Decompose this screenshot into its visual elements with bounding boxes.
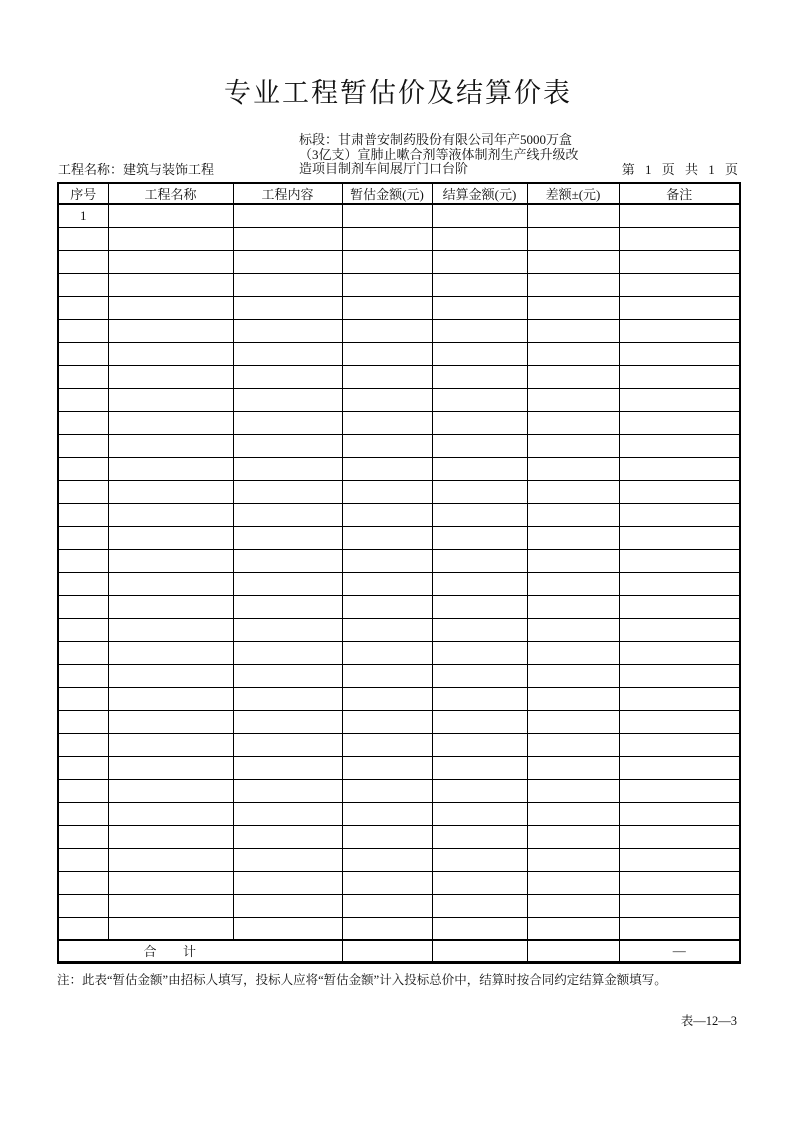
table-row	[58, 687, 740, 710]
table-row	[58, 549, 740, 572]
table-row	[58, 618, 740, 641]
table-cell	[342, 319, 432, 342]
table-cell	[342, 526, 432, 549]
table-cell	[432, 618, 527, 641]
table-row	[58, 411, 740, 434]
table-cell	[342, 411, 432, 434]
table-cell	[58, 526, 108, 549]
table-row	[58, 756, 740, 779]
table-cell	[108, 296, 233, 319]
table-cell	[432, 802, 527, 825]
table-row	[58, 848, 740, 871]
table-row	[58, 503, 740, 526]
table-cell	[108, 917, 233, 940]
table-cell	[527, 549, 619, 572]
table-cell	[619, 687, 740, 710]
table-cell	[432, 204, 527, 227]
table-cell	[527, 641, 619, 664]
table-cell	[108, 687, 233, 710]
table-cell	[342, 733, 432, 756]
table-cell	[342, 825, 432, 848]
table-cell	[233, 296, 342, 319]
table-cell	[619, 204, 740, 227]
table-cell	[619, 710, 740, 733]
table-cell	[342, 204, 432, 227]
table-cell	[432, 250, 527, 273]
table-cell	[58, 457, 108, 480]
table-cell	[527, 779, 619, 802]
table-cell	[432, 664, 527, 687]
table-cell	[342, 296, 432, 319]
table-cell	[619, 641, 740, 664]
table-cell	[58, 871, 108, 894]
table-cell	[108, 779, 233, 802]
table-cell	[233, 250, 342, 273]
table-cell	[527, 825, 619, 848]
table-row	[58, 917, 740, 940]
table-cell	[527, 503, 619, 526]
table-cell	[58, 802, 108, 825]
table-cell	[619, 618, 740, 641]
table-cell	[527, 273, 619, 296]
table-cell	[342, 434, 432, 457]
table-cell	[108, 894, 233, 917]
form-code: 表—12—3	[680, 1013, 737, 1028]
table-cell	[432, 710, 527, 733]
table-cell	[619, 342, 740, 365]
table-cell	[108, 457, 233, 480]
table-cell	[527, 204, 619, 227]
table-cell	[619, 526, 740, 549]
table-cell	[58, 250, 108, 273]
table-cell	[342, 572, 432, 595]
table-cell	[432, 388, 527, 411]
table-cell	[527, 434, 619, 457]
table-row	[58, 388, 740, 411]
table-cell	[233, 411, 342, 434]
table-cell	[108, 802, 233, 825]
table-row	[58, 319, 740, 342]
table-cell	[233, 664, 342, 687]
table-cell	[527, 710, 619, 733]
table-cell	[108, 503, 233, 526]
table-cell	[342, 227, 432, 250]
table-cell	[233, 733, 342, 756]
table-row	[58, 227, 740, 250]
table-cell	[619, 411, 740, 434]
table-cell	[527, 319, 619, 342]
table-cell: 1	[58, 204, 108, 227]
table-cell	[432, 296, 527, 319]
table-cell	[108, 733, 233, 756]
table-cell	[58, 296, 108, 319]
table-cell	[619, 894, 740, 917]
table-cell	[432, 756, 527, 779]
table-cell	[619, 319, 740, 342]
total-estimate-cell	[342, 940, 432, 962]
column-header-5: 差额±(元)	[527, 183, 619, 204]
table-cell	[108, 595, 233, 618]
table-cell	[108, 480, 233, 503]
table-cell	[233, 848, 342, 871]
table-row	[58, 710, 740, 733]
table-cell	[432, 733, 527, 756]
section-line-3: 造项目制剂车间展厅门口台阶	[299, 161, 469, 176]
table-cell	[619, 434, 740, 457]
table-cell	[619, 227, 740, 250]
table-cell	[342, 756, 432, 779]
table-cell	[58, 227, 108, 250]
table-cell	[233, 434, 342, 457]
table-cell	[108, 388, 233, 411]
table-row	[58, 480, 740, 503]
table-cell	[619, 365, 740, 388]
table-cell	[432, 825, 527, 848]
table-cell	[58, 825, 108, 848]
table-cell	[619, 664, 740, 687]
table-cell	[527, 411, 619, 434]
table-cell	[342, 848, 432, 871]
table-row	[58, 802, 740, 825]
table-cell	[58, 756, 108, 779]
table-cell	[342, 595, 432, 618]
table-cell	[619, 756, 740, 779]
table-cell	[233, 871, 342, 894]
table-cell	[342, 365, 432, 388]
table-cell	[108, 871, 233, 894]
table-cell	[432, 641, 527, 664]
table-cell	[619, 595, 740, 618]
table-cell	[432, 411, 527, 434]
table-cell	[233, 687, 342, 710]
total-label-cell	[58, 940, 342, 962]
table-cell	[619, 296, 740, 319]
table-cell	[342, 503, 432, 526]
table-cell	[342, 917, 432, 940]
table-cell	[108, 204, 233, 227]
table-cell	[108, 365, 233, 388]
table-cell	[527, 296, 619, 319]
table-cell	[233, 365, 342, 388]
table-cell	[527, 572, 619, 595]
table-cell	[432, 871, 527, 894]
table-cell	[58, 388, 108, 411]
table-row	[58, 434, 740, 457]
table-cell	[342, 710, 432, 733]
table-cell	[233, 503, 342, 526]
table-cell	[58, 434, 108, 457]
project-name-label: 工程名称：	[58, 161, 124, 177]
table-cell	[342, 687, 432, 710]
table-cell	[108, 227, 233, 250]
table-cell	[108, 549, 233, 572]
table-cell	[233, 526, 342, 549]
table-cell	[432, 273, 527, 296]
table-cell	[233, 273, 342, 296]
section-line-1: 标段：甘肃普安制药股份有限公司年产5000万盒	[299, 132, 573, 147]
header-meta	[57, 133, 739, 177]
table-cell	[58, 411, 108, 434]
table-cell	[432, 319, 527, 342]
table-cell	[233, 641, 342, 664]
table-cell	[108, 825, 233, 848]
column-header-1: 工程名称	[108, 183, 233, 204]
table-cell	[233, 618, 342, 641]
table-cell	[58, 779, 108, 802]
table-cell	[342, 779, 432, 802]
table-cell	[432, 342, 527, 365]
table-cell	[233, 388, 342, 411]
table-cell	[58, 572, 108, 595]
table-cell	[432, 549, 527, 572]
table-cell	[233, 480, 342, 503]
table-cell	[108, 710, 233, 733]
table-cell	[527, 733, 619, 756]
table-cell	[58, 365, 108, 388]
table-cell	[58, 503, 108, 526]
project-name	[58, 163, 214, 178]
table-cell	[233, 319, 342, 342]
table-cell	[527, 480, 619, 503]
column-header-6: 备注	[619, 183, 740, 204]
note-text: 注：此表“暂估金额”由招标人填写，投标人应将“暂估金额”计入投标总价中，结算时按合同约定结算金额填写。	[57, 972, 667, 987]
table-cell	[233, 710, 342, 733]
table-cell	[342, 641, 432, 664]
table-row	[58, 733, 740, 756]
table-cell	[527, 756, 619, 779]
project-name-value: 建筑与装饰工程	[123, 161, 215, 177]
section-info	[299, 133, 619, 177]
table-cell	[342, 618, 432, 641]
table-cell	[432, 227, 527, 250]
table-cell	[58, 687, 108, 710]
table-cell	[432, 434, 527, 457]
table-cell	[527, 526, 619, 549]
table-row	[58, 457, 740, 480]
table-cell	[233, 779, 342, 802]
table-cell	[342, 802, 432, 825]
table-cell	[58, 319, 108, 342]
table-cell	[432, 894, 527, 917]
table-cell	[432, 687, 527, 710]
table-cell	[432, 779, 527, 802]
table-cell	[108, 641, 233, 664]
total-label: 合 计	[143, 944, 197, 960]
table-cell	[527, 802, 619, 825]
table-cell	[58, 480, 108, 503]
table-cell	[527, 388, 619, 411]
column-header-3: 暂估金额(元)	[342, 183, 432, 204]
table-cell	[58, 273, 108, 296]
table-row	[58, 204, 740, 227]
table-row	[58, 365, 740, 388]
table-cell	[233, 342, 342, 365]
column-header-0: 序号	[58, 183, 108, 204]
table-row	[58, 572, 740, 595]
table-cell	[432, 917, 527, 940]
table-cell	[619, 549, 740, 572]
table-row	[58, 526, 740, 549]
table-cell	[619, 273, 740, 296]
table-cell	[58, 733, 108, 756]
total-row	[58, 940, 740, 962]
table-cell	[58, 894, 108, 917]
section-line-2: （3亿支）宣肺止嗽合剂等液体制剂生产线升级改	[299, 146, 579, 162]
table-cell	[432, 595, 527, 618]
table-cell	[58, 618, 108, 641]
table-cell	[432, 365, 527, 388]
table-cell	[233, 457, 342, 480]
table-row	[58, 664, 740, 687]
table-cell	[233, 595, 342, 618]
table-cell	[432, 480, 527, 503]
table-cell	[527, 687, 619, 710]
table-cell	[108, 664, 233, 687]
table-cell	[619, 825, 740, 848]
table-cell	[342, 250, 432, 273]
table-cell	[233, 572, 342, 595]
table-row	[58, 273, 740, 296]
table-cell	[58, 342, 108, 365]
table-cell	[233, 227, 342, 250]
table-cell	[58, 710, 108, 733]
table-cell	[233, 756, 342, 779]
table-cell	[342, 273, 432, 296]
table-cell	[619, 388, 740, 411]
table-cell	[619, 917, 740, 940]
total-remark-cell: —	[619, 940, 740, 962]
table-cell	[527, 618, 619, 641]
table-cell	[58, 595, 108, 618]
table-cell	[108, 273, 233, 296]
total-settlement-cell	[432, 940, 527, 962]
estimate-price-table	[57, 182, 741, 964]
table-cell	[108, 756, 233, 779]
table-cell	[58, 848, 108, 871]
table-cell	[619, 779, 740, 802]
table-cell	[527, 227, 619, 250]
table-row	[58, 871, 740, 894]
table-cell	[619, 871, 740, 894]
table-cell	[108, 319, 233, 342]
table-cell	[108, 618, 233, 641]
table-cell	[619, 802, 740, 825]
table-row	[58, 641, 740, 664]
table-cell	[619, 848, 740, 871]
table-row	[58, 894, 740, 917]
table-cell	[619, 250, 740, 273]
table-cell	[527, 342, 619, 365]
table-cell	[342, 894, 432, 917]
table-cell	[619, 572, 740, 595]
table-cell	[108, 342, 233, 365]
table-cell	[342, 388, 432, 411]
page-title: 专业工程暂估价及结算价表	[224, 78, 572, 108]
table-cell	[342, 871, 432, 894]
table-cell	[233, 802, 342, 825]
table-cell	[342, 457, 432, 480]
table-cell	[619, 733, 740, 756]
table-header-row	[58, 183, 740, 204]
table-cell	[432, 503, 527, 526]
table-cell	[233, 825, 342, 848]
table-cell	[342, 664, 432, 687]
table-cell	[58, 664, 108, 687]
table-cell	[108, 572, 233, 595]
table-cell	[108, 411, 233, 434]
table-cell	[527, 917, 619, 940]
column-header-2: 工程内容	[233, 183, 342, 204]
table-cell	[233, 204, 342, 227]
table-cell	[233, 894, 342, 917]
table-row	[58, 296, 740, 319]
table-cell	[619, 480, 740, 503]
table-row	[58, 825, 740, 848]
table-cell	[432, 572, 527, 595]
table-cell	[58, 549, 108, 572]
table-cell	[527, 595, 619, 618]
table-cell	[108, 526, 233, 549]
table-cell	[108, 250, 233, 273]
table-cell	[342, 549, 432, 572]
total-difference-cell	[527, 940, 619, 962]
table-row	[58, 342, 740, 365]
table-cell	[432, 526, 527, 549]
table-cell	[58, 641, 108, 664]
table-row	[58, 595, 740, 618]
table-cell	[233, 917, 342, 940]
table-cell	[527, 457, 619, 480]
column-header-4: 结算金额(元)	[432, 183, 527, 204]
table-cell	[619, 503, 740, 526]
table-cell	[527, 871, 619, 894]
table-row	[58, 250, 740, 273]
table-cell	[527, 848, 619, 871]
table-cell	[58, 917, 108, 940]
page-number-info: 第 1 页 共 1 页	[621, 161, 738, 177]
table-cell	[527, 664, 619, 687]
table-row	[58, 779, 740, 802]
table-cell	[432, 457, 527, 480]
table-cell	[527, 250, 619, 273]
table-cell	[108, 848, 233, 871]
table-cell	[527, 894, 619, 917]
table-cell	[527, 365, 619, 388]
table-cell	[108, 434, 233, 457]
table-cell	[342, 480, 432, 503]
page-content	[57, 0, 739, 1029]
table-cell	[233, 549, 342, 572]
table-cell	[619, 457, 740, 480]
table-cell	[342, 342, 432, 365]
table-cell	[432, 848, 527, 871]
